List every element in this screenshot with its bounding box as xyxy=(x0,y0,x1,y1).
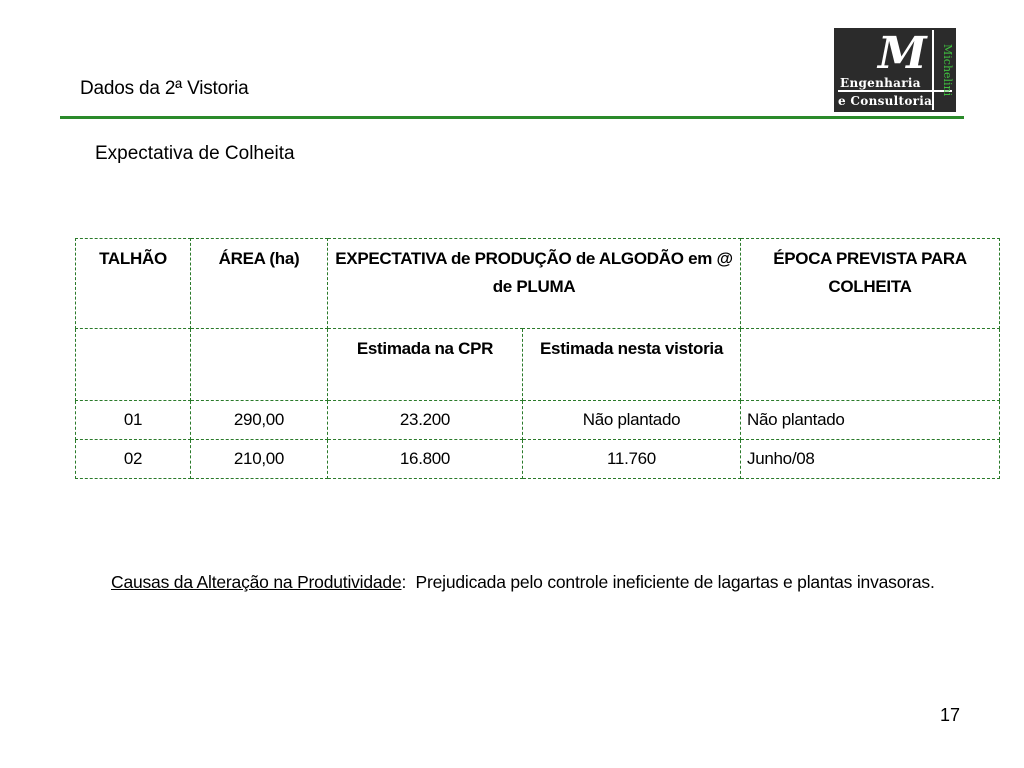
header-talhao: TALHÃO xyxy=(76,239,191,329)
table-row xyxy=(76,440,1000,479)
cell-epoca: Não plantado xyxy=(741,401,1000,440)
subheader-estimada-vistoria: Estimada nesta vistoria xyxy=(523,329,741,401)
cell-area: 210,00 xyxy=(191,440,328,479)
subheader-empty-cell xyxy=(741,329,1000,401)
cell-cpr: 16.800 xyxy=(328,440,523,479)
causes-text: Prejudicada pelo controle ineficiente de lagartas e plantas invasoras. xyxy=(415,572,935,592)
header-divider xyxy=(60,116,964,119)
cell-vistoria: Não plantado xyxy=(523,401,741,440)
harvest-expectation-table xyxy=(75,238,1000,479)
header-area: ÁREA (ha) xyxy=(191,239,328,329)
cell-cpr: 23.200 xyxy=(328,401,523,440)
table-row xyxy=(76,401,1000,440)
subheader-empty-cell xyxy=(76,329,191,401)
cell-vistoria: 11.760 xyxy=(523,440,741,479)
header-expectativa: EXPECTATIVA de PRODUÇÃO de ALGODÃO em @ de PLUMA xyxy=(328,239,741,329)
subheader-estimada-cpr: Estimada na CPR xyxy=(328,329,523,401)
header-epoca: ÉPOCA PREVISTA PARA COLHEITA xyxy=(741,239,1000,329)
causes-separator: : xyxy=(401,572,407,592)
cell-area: 290,00 xyxy=(191,401,328,440)
productivity-causes-paragraph xyxy=(111,568,977,596)
logo-line-1: Engenharia xyxy=(840,76,921,90)
page-header-title: Dados da 2ª Vistoria xyxy=(80,78,249,99)
cell-talhao: 01 xyxy=(76,401,191,440)
logo-line-2: e Consultoria xyxy=(838,94,933,108)
table-subheader-row xyxy=(76,329,1000,401)
cell-talhao: 02 xyxy=(76,440,191,479)
logo-side-word: Michelini xyxy=(941,43,954,97)
subheader-empty-cell xyxy=(191,329,328,401)
page-number: 17 xyxy=(940,705,961,725)
logo-letter: M xyxy=(878,28,927,79)
causes-label: Causas da Alteração na Produtividade xyxy=(111,572,402,592)
company-logo xyxy=(834,28,956,112)
section-title: Expectativa de Colheita xyxy=(95,143,295,164)
table-header-row xyxy=(76,239,1000,329)
cell-epoca: Junho/08 xyxy=(741,440,1000,479)
